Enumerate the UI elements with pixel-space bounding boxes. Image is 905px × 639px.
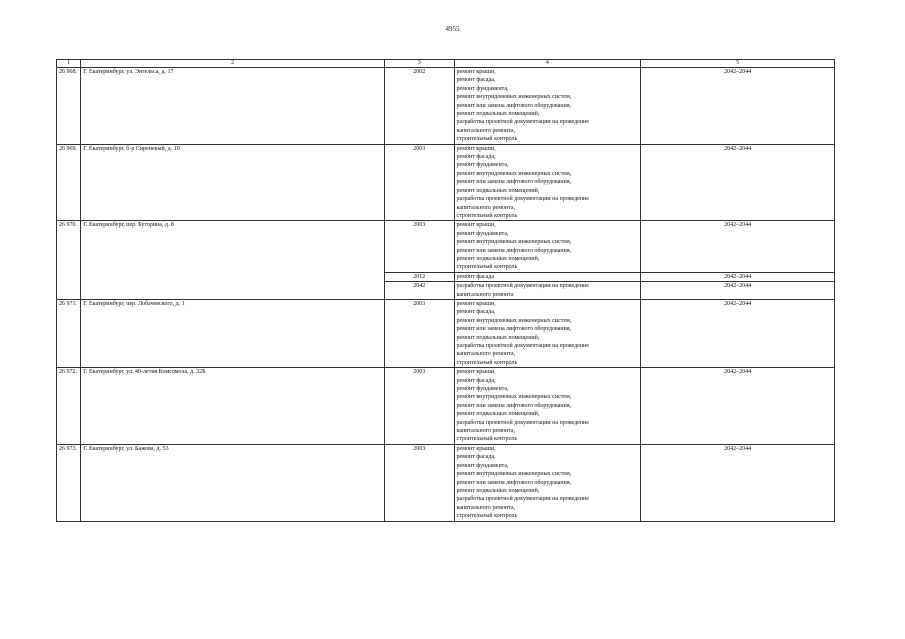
work-item: строительный контроль [456, 513, 518, 520]
work-item: капитального ремонта [456, 291, 514, 298]
row-address: Г. Екатеринбург, пер. Лобачевского, д. 1 [81, 299, 385, 367]
work-item: разработка проектной документации на проведение [456, 196, 589, 203]
work-item: капитального ремонта, [456, 127, 516, 134]
work-item: капитального ремонта, [456, 351, 516, 358]
row-period: 2042–2044 [641, 68, 835, 145]
work-item: строительный контроль [456, 436, 518, 443]
work-item: ремонт фасада [456, 273, 495, 280]
header-col-1: 1 [57, 60, 81, 68]
work-item: ремонт или замена лифтового оборудования, [456, 326, 572, 333]
work-item: строительный контроль [456, 264, 518, 271]
work-item: разработка проектной документации на проведение [456, 343, 589, 349]
row-period: 2042–2044 [641, 221, 835, 272]
row-year: 2003 [384, 144, 454, 221]
work-item: разработка проектной документации на проведение [456, 496, 589, 503]
work-item: ремонт крыши, [456, 222, 496, 229]
work-item: капитального ремонта, [456, 204, 516, 211]
row-period: 2042–2044 [641, 272, 835, 281]
header-col-2: 2 [81, 60, 385, 68]
row-works [454, 299, 641, 367]
work-item: ремонт фасада, [456, 309, 496, 316]
work-item: ремонт внутридомовых инженерных систем, [456, 471, 572, 478]
work-item: ремонт или замена лифтового оборудования, [456, 102, 572, 109]
work-item: ремонт или замена лифтового оборудования, [456, 247, 572, 254]
work-item: ремонт крыши, [456, 69, 496, 75]
work-item: ремонт фундамента, [456, 85, 509, 92]
work-item: строительный контроль [456, 212, 518, 219]
work-item: разработка проектной документации на проведение [456, 419, 589, 426]
work-item: ремонт фундамента, [456, 386, 509, 393]
work-item: ремонт фундамента, [456, 230, 509, 237]
row-number: 26 968. [57, 68, 81, 145]
row-address: Г. Екатеринбург, ул. 40-летия Комсомола, д. 32Б [81, 368, 385, 445]
row-address: Г. Екатеринбург, пер. Бугорина, д. 8 [81, 221, 385, 300]
work-item: ремонт фасада, [456, 77, 496, 84]
work-item: строительный контроль [456, 359, 518, 366]
row-year: 2003 [384, 299, 454, 367]
row-works [454, 272, 641, 281]
work-item: ремонт внутридомовых инженерных систем, [456, 394, 572, 401]
header-col-5: 5 [641, 60, 835, 68]
work-item: ремонт внутридомовых инженерных систем, [456, 239, 572, 246]
table-row [57, 444, 835, 521]
row-period: 2042–2044 [641, 444, 835, 521]
row-period: 2042–2044 [641, 144, 835, 221]
row-works [454, 144, 641, 221]
header-col-4: 4 [454, 60, 641, 68]
table-row [57, 144, 835, 221]
work-item: разработка проектной документации на проведение [456, 283, 589, 290]
work-item: строительный контроль [456, 136, 518, 143]
table-row [57, 221, 835, 272]
work-item: ремонт или замена лифтового оборудования, [456, 402, 572, 409]
header-row [57, 60, 835, 68]
table-row [57, 68, 835, 145]
table-row [57, 368, 835, 445]
row-year: 2003 [384, 444, 454, 521]
work-item: разработка проектной документации на проведение [456, 119, 589, 126]
work-item: ремонт подвальных помещений, [456, 255, 540, 262]
work-item: ремонт или замена лифтового оборудования, [456, 479, 572, 486]
work-item: ремонт внутридомовых инженерных систем, [456, 317, 572, 324]
row-year: 2012 [384, 272, 454, 281]
row-works [454, 68, 641, 145]
work-item: ремонт подвальных помещений, [456, 334, 540, 341]
work-item: ремонт крыши, [456, 445, 496, 452]
row-works [454, 282, 641, 300]
row-number: 26 970. [57, 221, 81, 300]
work-item: капитального ремонта, [456, 428, 516, 435]
row-year: 2042 [384, 282, 454, 300]
capital-repair-table [56, 59, 835, 522]
row-works [454, 444, 641, 521]
row-address: Г. Екатеринбург, ул. Энгельса, д. 17 [81, 68, 385, 145]
row-works [454, 221, 641, 272]
work-item: ремонт фундамента, [456, 462, 509, 469]
page-number: 4955 [445, 25, 460, 33]
header-col-3: 3 [384, 60, 454, 68]
row-year: 2003 [384, 368, 454, 445]
work-item: ремонт подвальных помещений, [456, 187, 540, 194]
row-year: 2003 [384, 221, 454, 272]
work-item: ремонт крыши, [456, 145, 496, 152]
work-item: ремонт или замена лифтового оборудования, [456, 179, 572, 186]
row-period: 2042–2044 [641, 368, 835, 445]
table-row [57, 299, 835, 367]
row-number: 26 973. [57, 444, 81, 521]
row-period: 2042–2044 [641, 282, 835, 300]
work-item: ремонт подвальных помещений, [456, 487, 540, 494]
row-period: 2042–2044 [641, 299, 835, 367]
row-address: Г. Екатеринбург, б-р Сиреневый, д. 10 [81, 144, 385, 221]
row-number: 26 971. [57, 299, 81, 367]
row-address: Г. Екатеринбург, ул. Бажова, д. 53 [81, 444, 385, 521]
row-year: 2002 [384, 68, 454, 145]
row-number: 26 969. [57, 144, 81, 221]
row-number: 26 972. [57, 368, 81, 445]
work-item: ремонт внутридомовых инженерных систем, [456, 94, 572, 101]
work-item: ремонт фасада, [456, 454, 496, 461]
work-item: ремонт фасада, [456, 154, 496, 161]
work-item: капитального ремонта, [456, 504, 516, 511]
work-item: ремонт внутридомовых инженерных систем, [456, 170, 572, 177]
work-item: ремонт фасада, [456, 377, 496, 384]
work-item: ремонт подвальных помещений, [456, 111, 540, 118]
row-works [454, 368, 641, 445]
work-item: ремонт крыши, [456, 300, 496, 307]
work-item: ремонт подвальных помещений, [456, 411, 540, 418]
work-item: ремонт крыши, [456, 369, 496, 376]
work-item: ремонт фундамента, [456, 162, 509, 169]
